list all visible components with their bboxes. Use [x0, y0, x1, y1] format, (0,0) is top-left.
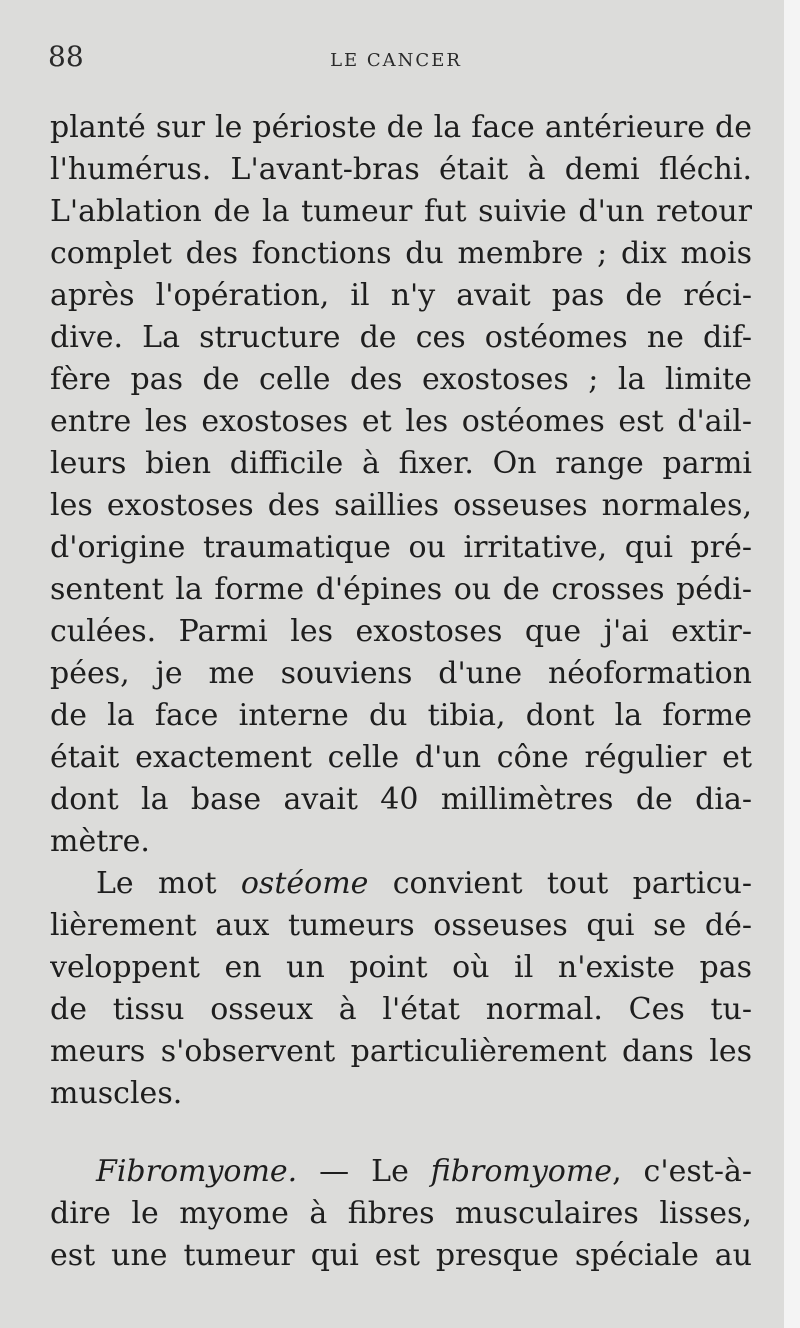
text-line: sentent la forme d'épines ou de crosses pédi-: [50, 572, 752, 607]
text-line: de la face interne du tibia, dont la forme: [50, 698, 752, 733]
text-line: culées. Parmi les exostoses que j'ai extir-: [50, 614, 752, 649]
text-line: les exostoses des saillies osseuses normales,: [50, 488, 752, 523]
line-prefix: Le mot: [96, 866, 241, 901]
text-line: muscles.: [50, 1076, 183, 1111]
text-line: dire le myome à fibres musculaires lisses,: [50, 1196, 752, 1231]
section-heading-fibromyome: Fibromyome.: [96, 1154, 298, 1189]
page-edge: [784, 0, 800, 1328]
text-line: planté sur le périoste de la face antérieure de: [50, 110, 752, 145]
text-line: est une tumeur qui est presque spéciale au: [50, 1238, 752, 1273]
text-line: dive. La structure de ces ostéomes ne dif-: [50, 320, 752, 355]
line-suffix: convient tout particu-: [368, 866, 752, 901]
text-line: pées, je me souviens d'une néoformation: [50, 656, 752, 691]
term-osteome: ostéome: [240, 866, 369, 901]
text-line: lièrement aux tumeurs osseuses qui se dé-: [50, 908, 752, 943]
line-suffix: , c'est-à-: [612, 1154, 752, 1189]
text-line: [50, 864, 752, 904]
text-line: mètre.: [50, 824, 150, 859]
page-header: [48, 40, 744, 80]
text-line: après l'opération, il n'y avait pas de réci-: [50, 278, 752, 313]
text-line: de tissu osseux à l'état normal. Ces tu-: [50, 992, 752, 1027]
text-line: l'humérus. L'avant-bras était à demi fléchi.: [50, 152, 752, 187]
text-line: dont la base avait 40 millimètres de dia-: [50, 782, 752, 817]
text-line: d'origine traumatique ou irritative, qui pré-: [50, 530, 752, 565]
text-line: complet des fonctions du membre ; dix mois: [50, 236, 752, 271]
text-line: veloppent en un point où il n'existe pas: [50, 950, 752, 985]
text-line: fère pas de celle des exostoses ; la limite: [50, 362, 752, 397]
page-number: 88: [48, 40, 84, 73]
text-line: [50, 1152, 752, 1192]
term-fibromyome: fibromyome: [430, 1154, 613, 1189]
text-line: était exactement celle d'un cône régulier et: [50, 740, 752, 775]
text-line: leurs bien difficile à fixer. On range parmi: [50, 446, 752, 481]
dash-text: — Le: [297, 1154, 431, 1189]
text-line: meurs s'observent particulièrement dans les: [50, 1034, 752, 1069]
text-line: L'ablation de la tumeur fut suivie d'un retour: [50, 194, 752, 229]
running-title: LE CANCER: [330, 50, 462, 71]
text-line: entre les exostoses et les ostéomes est d'ail-: [50, 404, 752, 439]
